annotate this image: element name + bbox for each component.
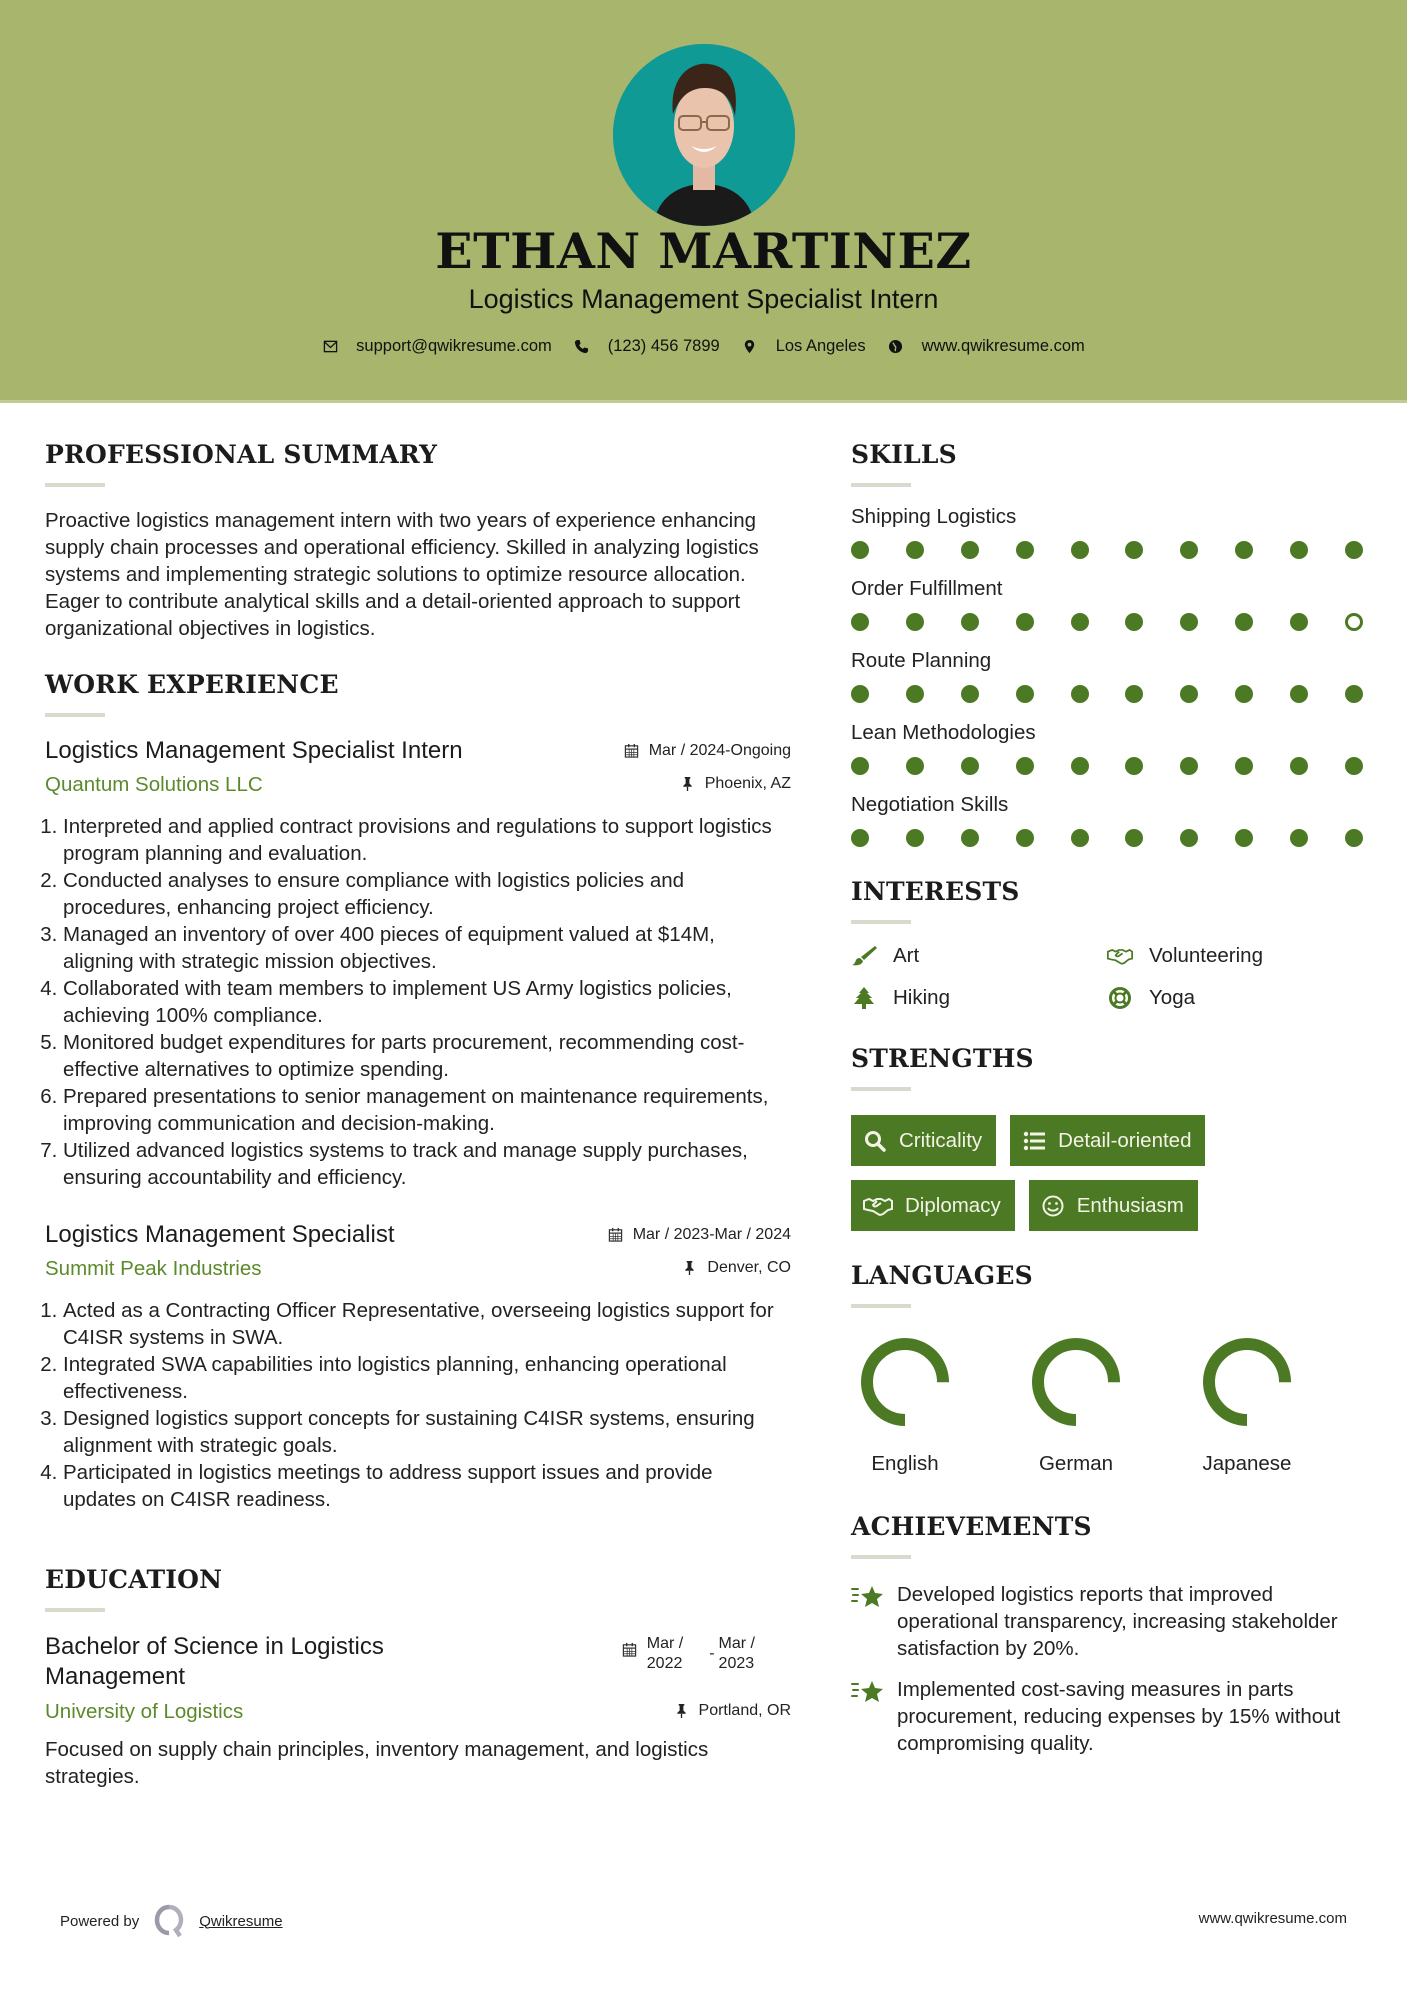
rating-dot-filled	[1235, 829, 1253, 847]
rating-dot-empty	[1345, 613, 1363, 631]
job-dates-text: Mar / 2023-Mar / 2024	[632, 1225, 791, 1243]
job-dates	[624, 742, 791, 760]
languages-section	[851, 1261, 1371, 1476]
skills-list	[851, 505, 1371, 847]
rating-dot-filled	[1290, 541, 1308, 559]
handshake-icon	[863, 1194, 893, 1218]
language-name: German	[1038, 1452, 1114, 1475]
rating-dot-filled	[1016, 613, 1034, 631]
job-title: Logistics Management Specialist Intern	[45, 737, 463, 764]
start-month: Mar /	[646, 1635, 684, 1652]
contact-phone-text: (123) 456 7899	[607, 337, 720, 355]
rating-dot-filled	[961, 613, 979, 631]
end-month: Mar /	[718, 1635, 755, 1652]
skill-item	[851, 505, 1371, 559]
section-divider	[851, 1087, 911, 1091]
company-name: Summit Peak Industries	[45, 1257, 262, 1280]
section-divider	[45, 1608, 105, 1612]
footer-url[interactable]: www.qwikresume.com	[1198, 1910, 1347, 1927]
strength-detail-oriented	[1010, 1115, 1205, 1166]
powered-by-label: Powered by	[60, 1912, 140, 1930]
contact-phone[interactable]	[574, 337, 720, 356]
rating-dot-filled	[1345, 541, 1363, 559]
powered-by	[60, 1904, 283, 1938]
rating-dot-filled	[1016, 757, 1034, 775]
section-divider	[45, 483, 105, 487]
achievement-item	[851, 1581, 1371, 1662]
calendar-icon	[624, 743, 639, 758]
contact-bar	[0, 337, 1407, 356]
section-divider	[851, 1304, 911, 1308]
language-progress-ring	[1030, 1336, 1122, 1428]
rating-dot-filled	[1071, 829, 1089, 847]
interest-label: Art	[893, 944, 920, 967]
bullet-item: 5. Monitored budget expenditures for parts procurement, recommending cost-effective alternatives to optimize spending.	[63, 1029, 791, 1083]
calendar-icon	[608, 1227, 623, 1242]
school-name: University of Logistics	[45, 1700, 244, 1723]
rating-dot-filled	[1345, 829, 1363, 847]
skill-name: Negotiation Skills	[851, 793, 1009, 816]
rating-dot-filled	[961, 685, 979, 703]
rating-dot-filled	[1235, 685, 1253, 703]
languages-list	[851, 1336, 1371, 1476]
rating-dot-filled	[1180, 757, 1198, 775]
rating-dot-filled	[1180, 541, 1198, 559]
skill-rating	[851, 613, 1363, 631]
job-entry	[45, 1221, 791, 1513]
rating-dot-filled	[1180, 613, 1198, 631]
profile-photo	[613, 44, 795, 226]
bullet-item: 7. Utilized advanced logistics systems to track and manage supply purchases, ensuring accountability and efficiency.	[63, 1137, 791, 1191]
contact-email-text: support@qwikresume.com	[356, 337, 552, 355]
section-divider	[851, 920, 911, 924]
rating-dot-filled	[851, 829, 869, 847]
right-column	[851, 440, 1371, 1771]
language-progress-ring	[1201, 1336, 1293, 1428]
smile-icon	[1041, 1194, 1065, 1218]
section-divider	[851, 483, 911, 487]
skill-item	[851, 649, 1371, 703]
rating-dot-filled	[1180, 829, 1198, 847]
rating-dot-filled	[906, 829, 924, 847]
experience-section	[45, 670, 791, 1513]
achievement-text: Implemented cost-saving measures in parts procurement, reducing expenses by 15% without compromising quality.	[897, 1678, 1341, 1755]
job-location-text: Denver, CO	[707, 1258, 791, 1276]
job-bullets	[45, 813, 791, 1191]
summary-section	[45, 440, 791, 642]
contact-website[interactable]	[888, 337, 1085, 356]
skill-rating	[851, 829, 1363, 847]
strength-enthusiasm	[1029, 1180, 1198, 1231]
envelope-icon	[322, 339, 338, 355]
education-description: Focused on supply chain principles, inventory management, and logistics strategies.	[45, 1738, 709, 1788]
languages-heading: LANGUAGES	[851, 1261, 1033, 1290]
paintbrush-icon	[851, 945, 877, 967]
rating-dot-filled	[851, 685, 869, 703]
rating-dot-filled	[851, 541, 869, 559]
achievement-item	[851, 1676, 1371, 1757]
bullet-item: 4. Participated in logistics meetings to address support issues and provide updates on C4ISR readiness.	[63, 1459, 791, 1513]
interest-yoga	[1107, 986, 1363, 1010]
search-icon	[863, 1129, 887, 1153]
skill-name: Shipping Logistics	[851, 505, 1017, 528]
rating-dot-filled	[1290, 613, 1308, 631]
strength-diplomacy	[851, 1180, 1015, 1231]
skill-rating	[851, 685, 1363, 703]
skill-rating	[851, 757, 1363, 775]
bullet-item: 4. Collaborated with team members to implement US Army logistics policies, achieving 100% compliance.	[63, 975, 791, 1029]
job-bullets	[45, 1297, 791, 1513]
interest-volunteering	[1107, 944, 1363, 968]
strengths-section	[851, 1044, 1371, 1231]
rating-dot-filled	[1180, 685, 1198, 703]
skill-name: Lean Methodologies	[851, 721, 1036, 744]
rating-dot-filled	[906, 613, 924, 631]
rating-dot-filled	[1071, 685, 1089, 703]
bullet-item: 6. Prepared presentations to senior management on maintenance requirements, improving communication and decision-making.	[63, 1083, 791, 1137]
skill-name: Route Planning	[851, 649, 992, 672]
rating-dot-filled	[1290, 829, 1308, 847]
rating-dot-filled	[1125, 829, 1143, 847]
footer	[0, 1896, 1407, 1936]
rating-dot-filled	[1235, 541, 1253, 559]
rating-dot-filled	[1016, 541, 1034, 559]
rating-dot-filled	[906, 685, 924, 703]
bullet-item: 2. Integrated SWA capabilities into logistics planning, enhancing operational effectiveness.	[63, 1351, 791, 1405]
rating-dot-filled	[1125, 541, 1143, 559]
job-title: Logistics Management Specialist	[45, 1221, 395, 1248]
education-section	[45, 1565, 791, 1790]
interests-heading: INTERESTS	[851, 877, 1020, 906]
job-location-text: Phoenix, AZ	[704, 774, 791, 792]
pushpin-icon	[680, 776, 695, 791]
skill-item	[851, 721, 1371, 775]
achievements-heading: ACHIEVEMENTS	[851, 1512, 1092, 1541]
strength-label: Diplomacy	[905, 1193, 1001, 1217]
language-item	[1022, 1336, 1193, 1476]
language-progress-ring	[859, 1336, 951, 1428]
rating-dot-filled	[1071, 757, 1089, 775]
language-name: English	[871, 1452, 939, 1475]
section-divider	[45, 713, 105, 717]
rating-dot-filled	[1290, 757, 1308, 775]
strength-label: Enthusiasm	[1076, 1193, 1184, 1217]
rating-dot-filled	[851, 613, 869, 631]
education-heading: EDUCATION	[45, 1565, 223, 1594]
rating-dot-filled	[1235, 613, 1253, 631]
rating-dot-filled	[906, 757, 924, 775]
rating-dot-filled	[1016, 829, 1034, 847]
job-dates	[608, 1226, 791, 1244]
rating-dot-filled	[1125, 757, 1143, 775]
job-location	[682, 1259, 791, 1277]
person-avatar-icon	[613, 44, 795, 226]
degree-title: Bachelor of Science in Logistics Management	[45, 1633, 384, 1690]
contact-website-text: www.qwikresume.com	[921, 337, 1085, 355]
skill-rating	[851, 541, 1363, 559]
phone-icon	[574, 339, 590, 355]
rating-dot-filled	[961, 541, 979, 559]
bullet-item: 1. Acted as a Contracting Officer Representative, overseeing logistics support for C4ISR systems in SWA.	[63, 1297, 791, 1351]
language-item	[1193, 1336, 1364, 1476]
rating-dot-filled	[851, 757, 869, 775]
candidate-title: Logistics Management Specialist Intern	[468, 284, 939, 314]
left-column	[45, 440, 791, 1790]
language-name: Japanese	[1202, 1452, 1292, 1475]
header-banner	[0, 0, 1407, 403]
shooting-star-icon	[851, 1583, 885, 1611]
language-item	[851, 1336, 1022, 1476]
start-year: 2022	[646, 1655, 683, 1672]
summary-heading: PROFESSIONAL SUMMARY	[45, 440, 438, 469]
education-dates	[622, 1634, 755, 1674]
bullet-item: 1. Interpreted and applied contract provisions and regulations to support logistics program planning and evaluation.	[63, 813, 791, 867]
qwikresume-logo-icon	[154, 1904, 184, 1938]
achievements-section	[851, 1512, 1371, 1757]
school-location-text: Portland, OR	[698, 1701, 791, 1719]
bullet-item: 3. Managed an inventory of over 400 pieces of equipment valued at $14M, aligning with strategic mission objectives.	[63, 921, 791, 975]
summary-text: Proactive logistics management intern with two years of experience enhancing supply chain processes and operational efficiency. Skilled in analyzing logistics systems and implementing strategic solutions to optimize resource allocation. Eager to contribute analytical skills and a detail-oriented approach to support organizational objectives in logistics.	[45, 509, 759, 640]
contact-location	[742, 337, 866, 356]
qwikresume-link[interactable]: Qwikresume	[199, 1912, 283, 1930]
interest-label: Yoga	[1149, 986, 1195, 1009]
date-separator: -	[709, 1645, 715, 1662]
tree-icon	[851, 987, 877, 1009]
calendar-icon	[622, 1642, 637, 1657]
shooting-star-icon	[851, 1678, 885, 1706]
strength-criticality	[851, 1115, 996, 1166]
achievement-text: Developed logistics reports that improved operational transparency, increasing stakeholder satisfaction by 20%.	[897, 1583, 1338, 1660]
skill-item	[851, 577, 1371, 631]
skills-heading: SKILLS	[851, 440, 957, 469]
school-location	[674, 1702, 791, 1720]
pushpin-icon	[674, 1703, 689, 1718]
rating-dot-filled	[1125, 685, 1143, 703]
contact-email[interactable]	[322, 337, 552, 356]
interest-art	[851, 944, 1107, 968]
contact-location-text: Los Angeles	[775, 337, 866, 355]
bullet-item: 2. Conducted analyses to ensure compliance with logistics policies and procedures, enhancing project efficiency.	[63, 867, 791, 921]
rating-dot-filled	[1290, 685, 1308, 703]
list-icon	[1022, 1129, 1046, 1153]
skill-name: Order Fulfillment	[851, 577, 1003, 600]
job-location	[680, 775, 791, 793]
handshake-icon	[1107, 945, 1133, 967]
rating-dot-filled	[1071, 541, 1089, 559]
candidate-name: ETHAN MARTINEZ	[435, 222, 972, 280]
interests-section	[851, 877, 1371, 1010]
pushpin-icon	[682, 1260, 697, 1275]
rating-dot-filled	[906, 541, 924, 559]
strengths-heading: STRENGTHS	[851, 1044, 1034, 1073]
rating-dot-filled	[1345, 757, 1363, 775]
strength-label: Criticality	[899, 1128, 983, 1152]
rating-dot-filled	[1071, 613, 1089, 631]
rating-dot-filled	[961, 757, 979, 775]
rating-dot-filled	[961, 829, 979, 847]
strength-label: Detail-oriented	[1058, 1128, 1192, 1152]
skills-section	[851, 440, 1371, 847]
interest-hiking	[851, 986, 1107, 1010]
life-ring-icon	[1107, 987, 1133, 1009]
company-name: Quantum Solutions LLC	[45, 773, 263, 796]
job-dates-text: Mar / 2024-Ongoing	[648, 741, 791, 759]
interest-label: Volunteering	[1149, 944, 1263, 967]
rating-dot-filled	[1125, 613, 1143, 631]
end-year: 2023	[718, 1655, 755, 1672]
interest-label: Hiking	[893, 986, 950, 1009]
globe-icon	[888, 339, 904, 355]
rating-dot-filled	[1235, 757, 1253, 775]
rating-dot-filled	[1016, 685, 1034, 703]
experience-heading: WORK EXPERIENCE	[45, 670, 339, 699]
bullet-item: 3. Designed logistics support concepts for sustaining C4ISR systems, ensuring alignment with strategic goals.	[63, 1405, 791, 1459]
skill-item	[851, 793, 1371, 847]
map-pin-icon	[742, 339, 758, 355]
rating-dot-filled	[1345, 685, 1363, 703]
job-entry	[45, 737, 791, 1191]
section-divider	[851, 1555, 911, 1559]
